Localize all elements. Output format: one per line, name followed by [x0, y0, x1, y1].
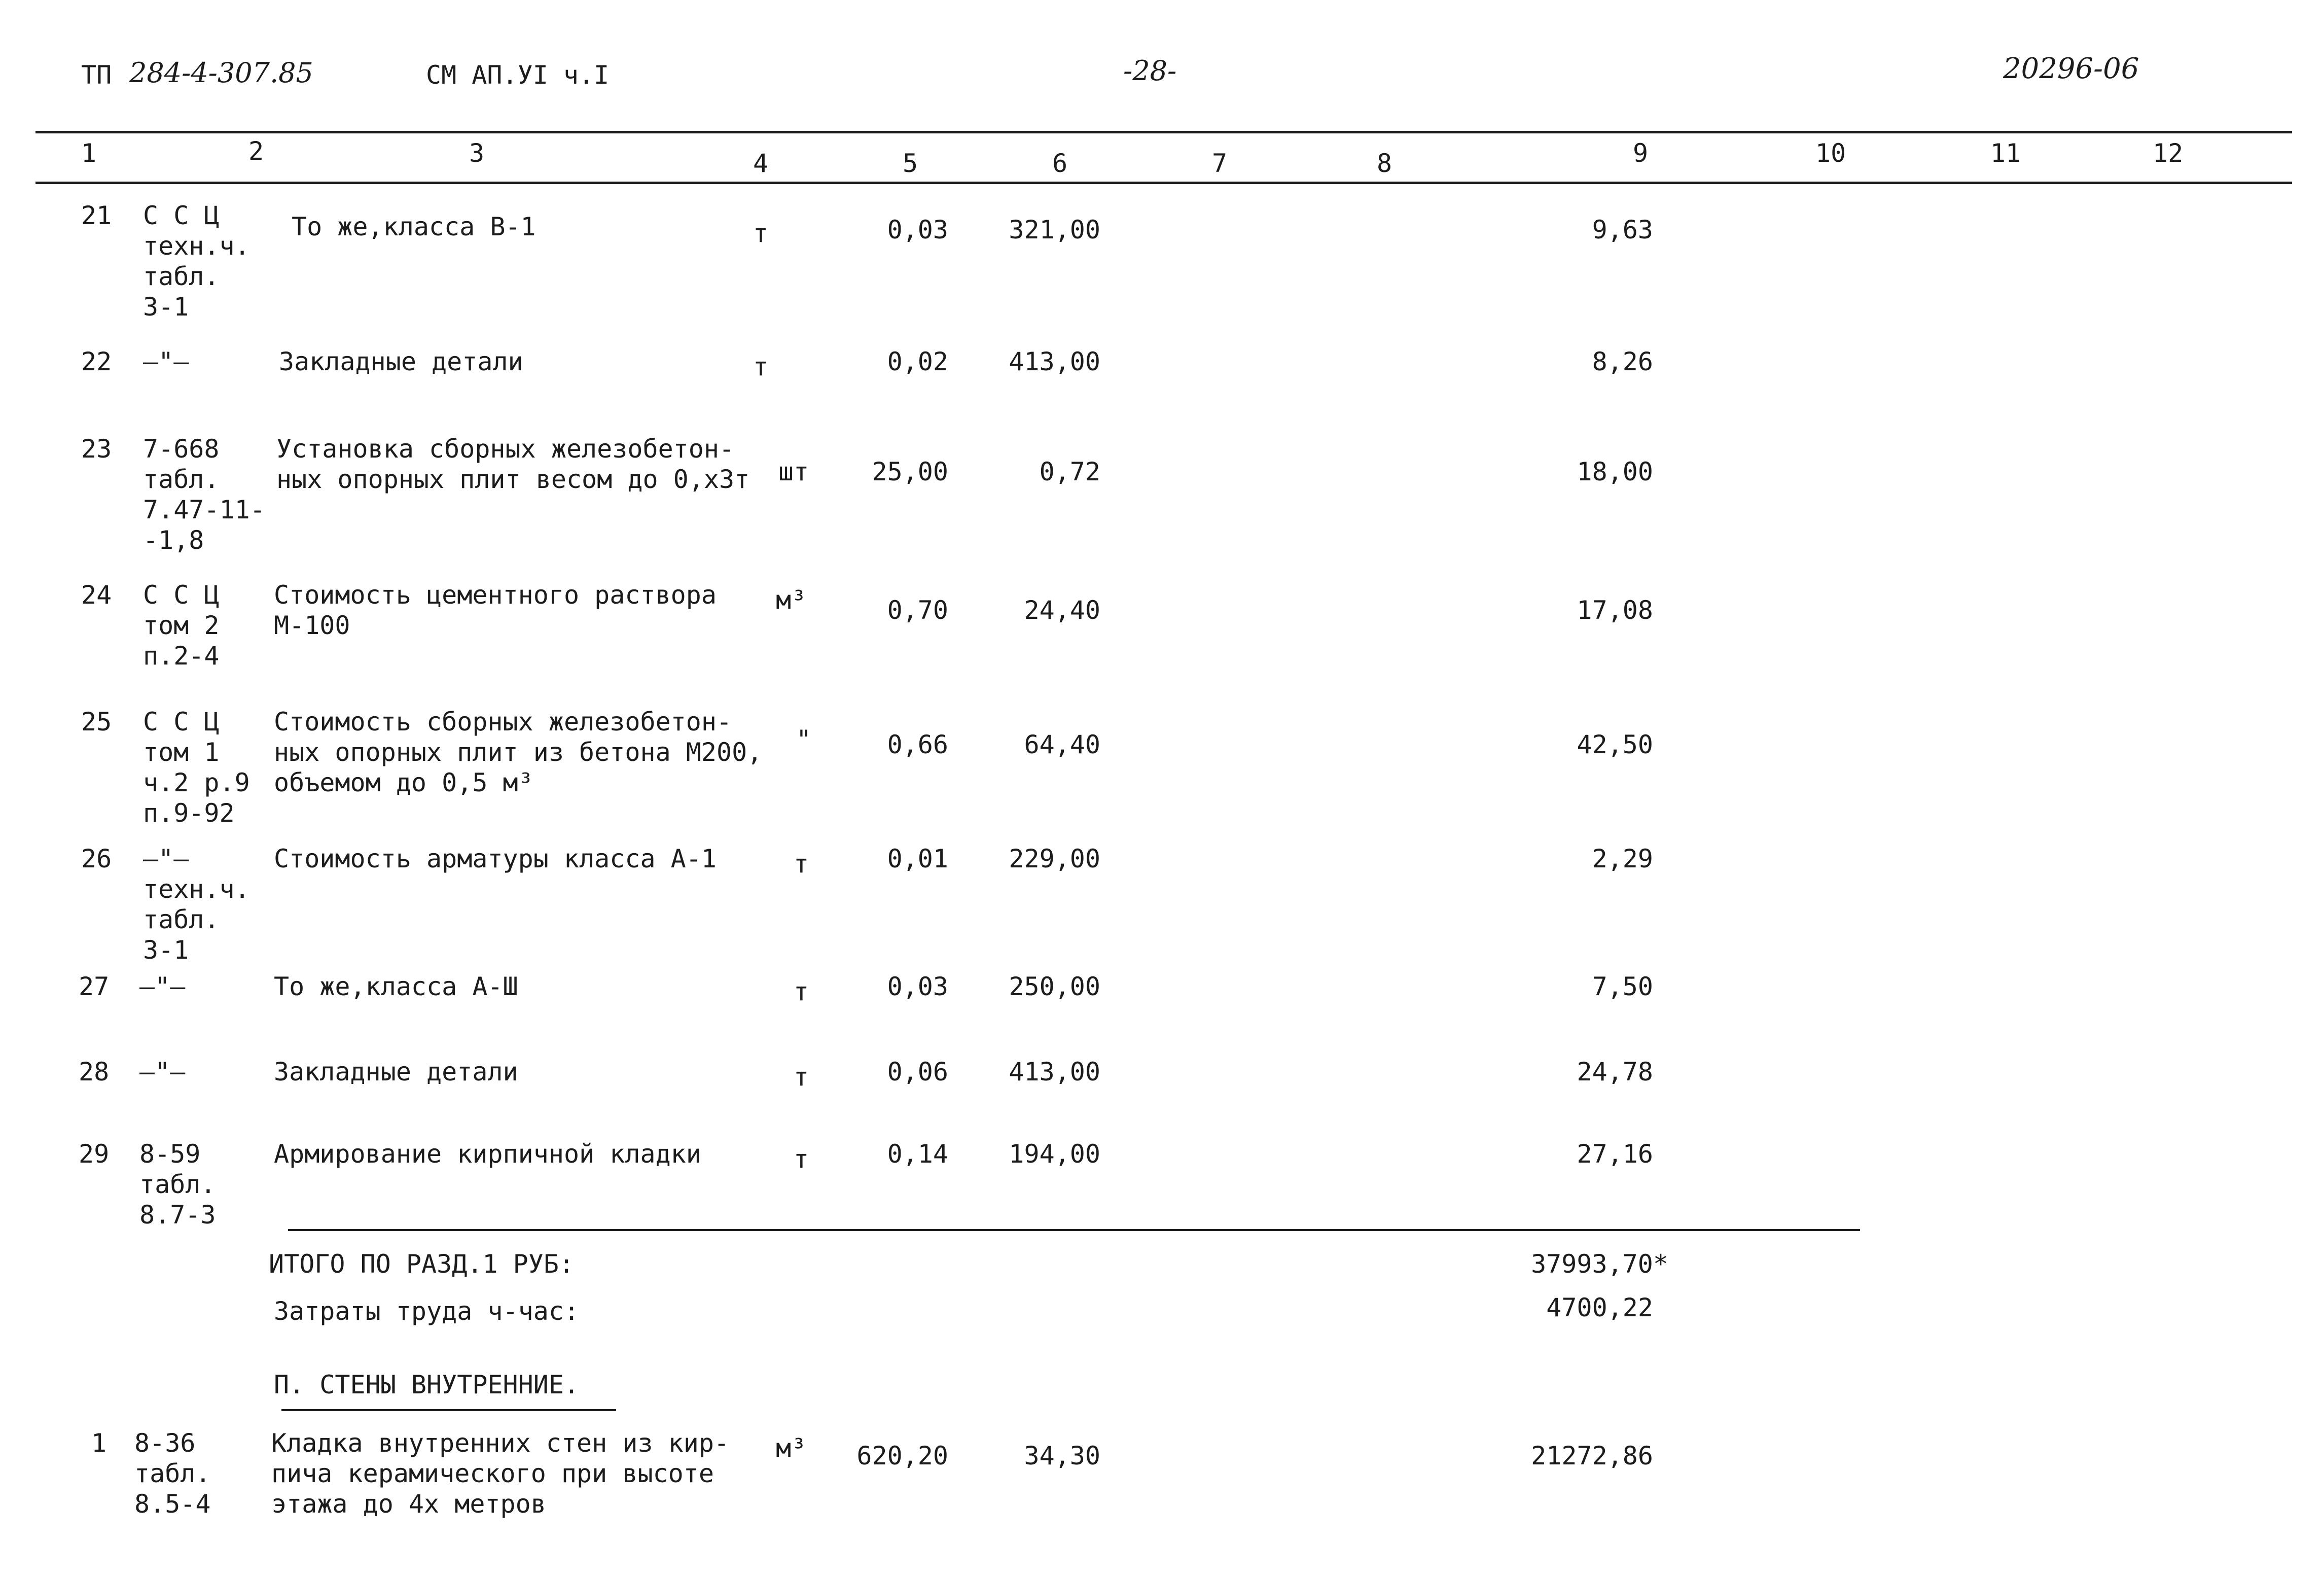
reference-code: 8-59 табл. 8.7-3 — [139, 1139, 216, 1230]
unit: т — [794, 1062, 809, 1092]
reference-code: С С Ц том 2 п.2-4 — [143, 580, 220, 671]
unit-price: 321,00 — [1009, 215, 1100, 244]
unit: т — [794, 977, 809, 1006]
inventory-number: 20296-06 — [2003, 52, 2139, 85]
quantity: 620,20 — [856, 1441, 948, 1470]
section-total-label: ИТОГО ПО РАЗД.1 РУБ: — [269, 1249, 575, 1279]
unit-price: 250,00 — [1009, 972, 1100, 1001]
unit: шт — [778, 457, 809, 486]
unit-price: 0,72 — [1039, 457, 1100, 486]
total-cost: 8,26 — [1592, 347, 1653, 376]
work-description: Закладные детали — [274, 1057, 518, 1087]
reference-code: 8-36 табл. 8.5-4 — [134, 1428, 211, 1519]
work-description: Стоимость сборных железобетон- ных опорных плит из бетона М200, объемом до 0,5 м³ — [274, 707, 763, 797]
header-top-rule — [35, 131, 2292, 133]
work-description: То же,класса В-1 — [292, 212, 536, 241]
totals-rule — [288, 1229, 1860, 1231]
row-number: 26 — [81, 844, 112, 873]
quantity: 0,03 — [887, 215, 948, 244]
total-cost: 7,50 — [1592, 972, 1653, 1001]
work-description: То же,класса А-Ш — [274, 972, 518, 1001]
reference-code: С С Ц техн.ч. табл. 3-1 — [143, 201, 250, 322]
column-number: 7 — [1212, 149, 1228, 178]
work-description: Стоимость цементного раствора М-100 — [274, 580, 717, 640]
labor-cost-label: Затраты труда ч-час: — [274, 1297, 580, 1326]
reference-code: —"— техн.ч. табл. 3-1 — [143, 844, 250, 965]
column-number: 6 — [1052, 149, 1068, 178]
work-description: Кладка внутренних стен из кир- пича керамического при высоте этажа до 4х метров — [271, 1428, 730, 1519]
column-number: 10 — [1815, 138, 1846, 168]
doc-prefix: ТП — [81, 60, 112, 90]
labor-cost-value: 4700,22 — [1546, 1293, 1653, 1322]
column-number: 12 — [2153, 138, 2184, 168]
total-cost: 24,78 — [1577, 1057, 1653, 1087]
quantity: 0,14 — [887, 1139, 948, 1169]
section-ref: СМ АП.УI ч.I — [426, 60, 610, 90]
column-number: 2 — [248, 136, 264, 166]
column-number: 11 — [1990, 138, 2021, 168]
work-description: Установка сборных железобетон- ных опорных плит весом до 0,хЗт — [276, 434, 750, 494]
unit: т — [753, 352, 769, 381]
reference-code: —"— — [139, 1057, 186, 1087]
total-cost: 42,50 — [1577, 730, 1653, 759]
row-number: 28 — [79, 1057, 110, 1087]
unit-price: 34,30 — [1024, 1441, 1100, 1470]
row-number: 23 — [81, 434, 112, 464]
work-description: Закладные детали — [279, 347, 523, 376]
page-number: -28- — [1123, 55, 1177, 87]
quantity: 0,06 — [887, 1057, 948, 1087]
section-total-value: 37993,70* — [1531, 1249, 1668, 1279]
column-number: 1 — [81, 138, 97, 168]
header-bottom-rule — [35, 182, 2292, 184]
unit-price: 229,00 — [1009, 844, 1100, 873]
doc-code: 284-4-307.85 — [129, 57, 313, 89]
total-cost: 17,08 — [1577, 596, 1653, 625]
row-number: 27 — [79, 972, 110, 1001]
section-title-underline — [281, 1409, 616, 1411]
column-number: 5 — [903, 149, 918, 178]
unit: т — [794, 849, 809, 879]
row-number: 25 — [81, 707, 112, 737]
quantity: 0,02 — [887, 347, 948, 376]
row-number: 29 — [79, 1139, 110, 1169]
column-number: 4 — [753, 149, 769, 178]
unit-price: 194,00 — [1009, 1139, 1100, 1169]
unit: м³ — [776, 1433, 807, 1463]
row-number: 24 — [81, 580, 112, 610]
section-title: П. СТЕНЫ ВНУТРЕННИЕ. — [274, 1370, 580, 1399]
quantity: 0,70 — [887, 596, 948, 625]
quantity: 0,03 — [887, 972, 948, 1001]
unit: " — [796, 725, 812, 754]
unit-price: 24,40 — [1024, 596, 1100, 625]
unit-price: 413,00 — [1009, 347, 1100, 376]
quantity: 25,00 — [872, 457, 948, 486]
quantity: 0,01 — [887, 844, 948, 873]
column-number: 9 — [1633, 138, 1649, 168]
quantity: 0,66 — [887, 730, 948, 759]
reference-code: 7-668 табл. 7.47-11- -1,8 — [143, 434, 265, 555]
total-cost: 27,16 — [1577, 1139, 1653, 1169]
reference-code: С С Ц том 1 ч.2 р.9 п.9-92 — [143, 707, 250, 828]
reference-code: —"— — [143, 347, 189, 376]
unit-price: 64,40 — [1024, 730, 1100, 759]
column-number: 3 — [469, 138, 485, 168]
unit: т — [794, 1144, 809, 1174]
unit-price: 413,00 — [1009, 1057, 1100, 1087]
column-number: 8 — [1377, 149, 1392, 178]
row-number: 21 — [81, 201, 112, 230]
row-number: 1 — [91, 1428, 107, 1458]
total-cost: 2,29 — [1592, 844, 1653, 873]
unit: м³ — [776, 585, 807, 615]
reference-code: —"— — [139, 972, 186, 1001]
row-number: 22 — [81, 347, 112, 376]
total-cost: 21272,86 — [1531, 1441, 1653, 1470]
unit: т — [753, 219, 769, 248]
total-cost: 18,00 — [1577, 457, 1653, 486]
work-description: Стоимость арматуры класса А-1 — [274, 844, 717, 873]
total-cost: 9,63 — [1592, 215, 1653, 244]
work-description: Армирование кирпичной кладки — [274, 1139, 701, 1169]
